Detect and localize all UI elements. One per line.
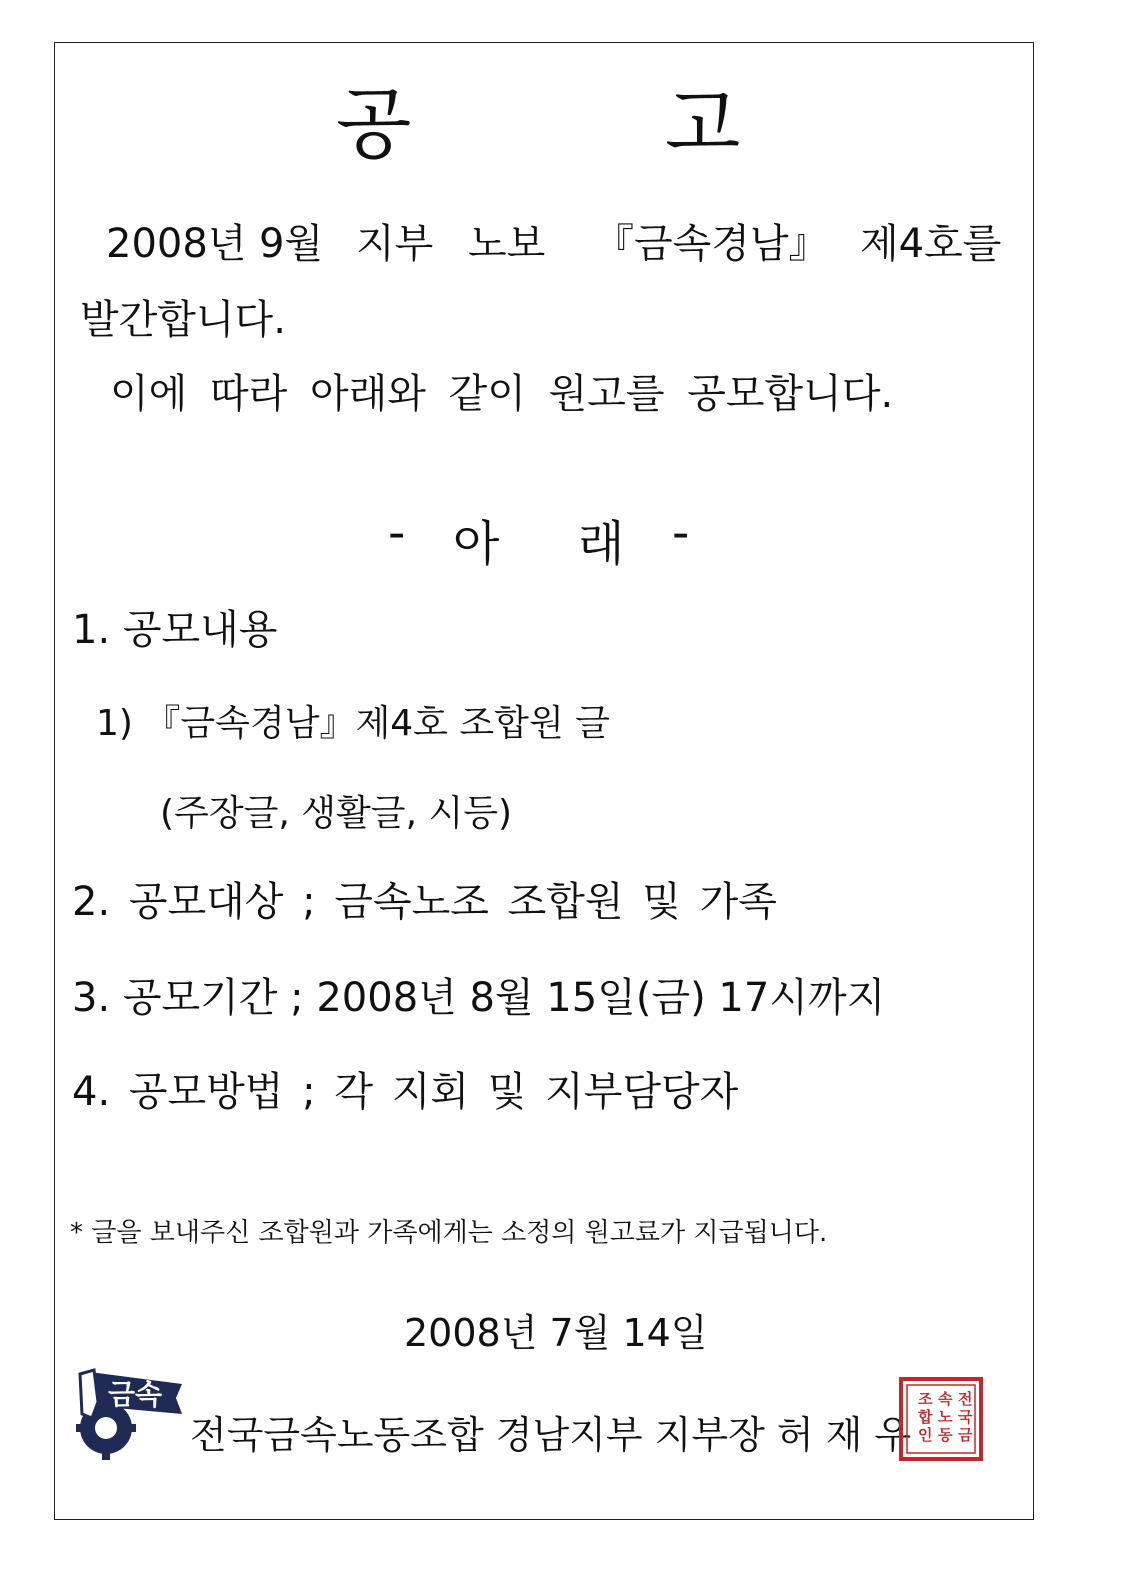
subitem-line-1: 1) 『금속경남』제4호 조합원 글 [96,703,610,744]
logo-text: 금속 [108,1378,163,1411]
heading-word-left: 아 [453,516,500,572]
intro-line-3: 이에 따라 아래와 같이 원고를 공모합니다. [110,371,894,417]
item-method: 4. 공모방법 ; 각 지회 및 지부담당자 [72,1069,739,1115]
heading-dash-left: - [388,505,406,561]
svg-text:인: 인 [918,1426,933,1444]
intro-line-1 [106,212,1016,267]
signature: 전국금속노동조합 경남지부 지부장 허 재 우 [190,1413,912,1457]
svg-text:조: 조 [918,1390,933,1408]
svg-text:금: 금 [958,1426,973,1444]
svg-text:합: 합 [918,1408,933,1426]
union-seal [898,1376,984,1462]
heading-word-right: 래 [578,516,625,572]
item-target: 2. 공모대상 ; 금속노조 조합원 및 가족 [72,879,777,925]
svg-text:전: 전 [958,1390,973,1408]
intro-word: 9월 [259,221,324,267]
svg-text:국: 국 [958,1408,973,1426]
svg-text:노: 노 [938,1408,953,1426]
notice-date: 2008년 7월 14일 [404,1311,708,1355]
intro-word: 지부 [356,221,434,267]
union-logo [72,1358,188,1462]
item-period: 3. 공모기간 ; 2008년 8월 15일(금) 17시까지 [72,975,886,1021]
item-content: 1. 공모내용 [72,607,278,653]
title-char-left: 공 [336,80,412,170]
svg-text:속: 속 [938,1390,953,1408]
intro-word: 제4호를 [860,221,1002,267]
intro-line-2: 발간합니다. [80,297,286,343]
title-char-right: 고 [665,80,741,170]
intro-word: 2008년 [106,221,247,267]
svg-text:동: 동 [938,1426,953,1444]
intro-word: 노보 [468,221,546,267]
subitem-line-2: (주장글, 생활글, 시등) [160,793,513,834]
heading-dash-right: - [672,505,690,561]
intro-word: 『금속경남』 [594,221,829,267]
footnote: * 글을 보내주신 조합원과 가족에게는 소정의 원고료가 지급됩니다. [70,1218,828,1248]
